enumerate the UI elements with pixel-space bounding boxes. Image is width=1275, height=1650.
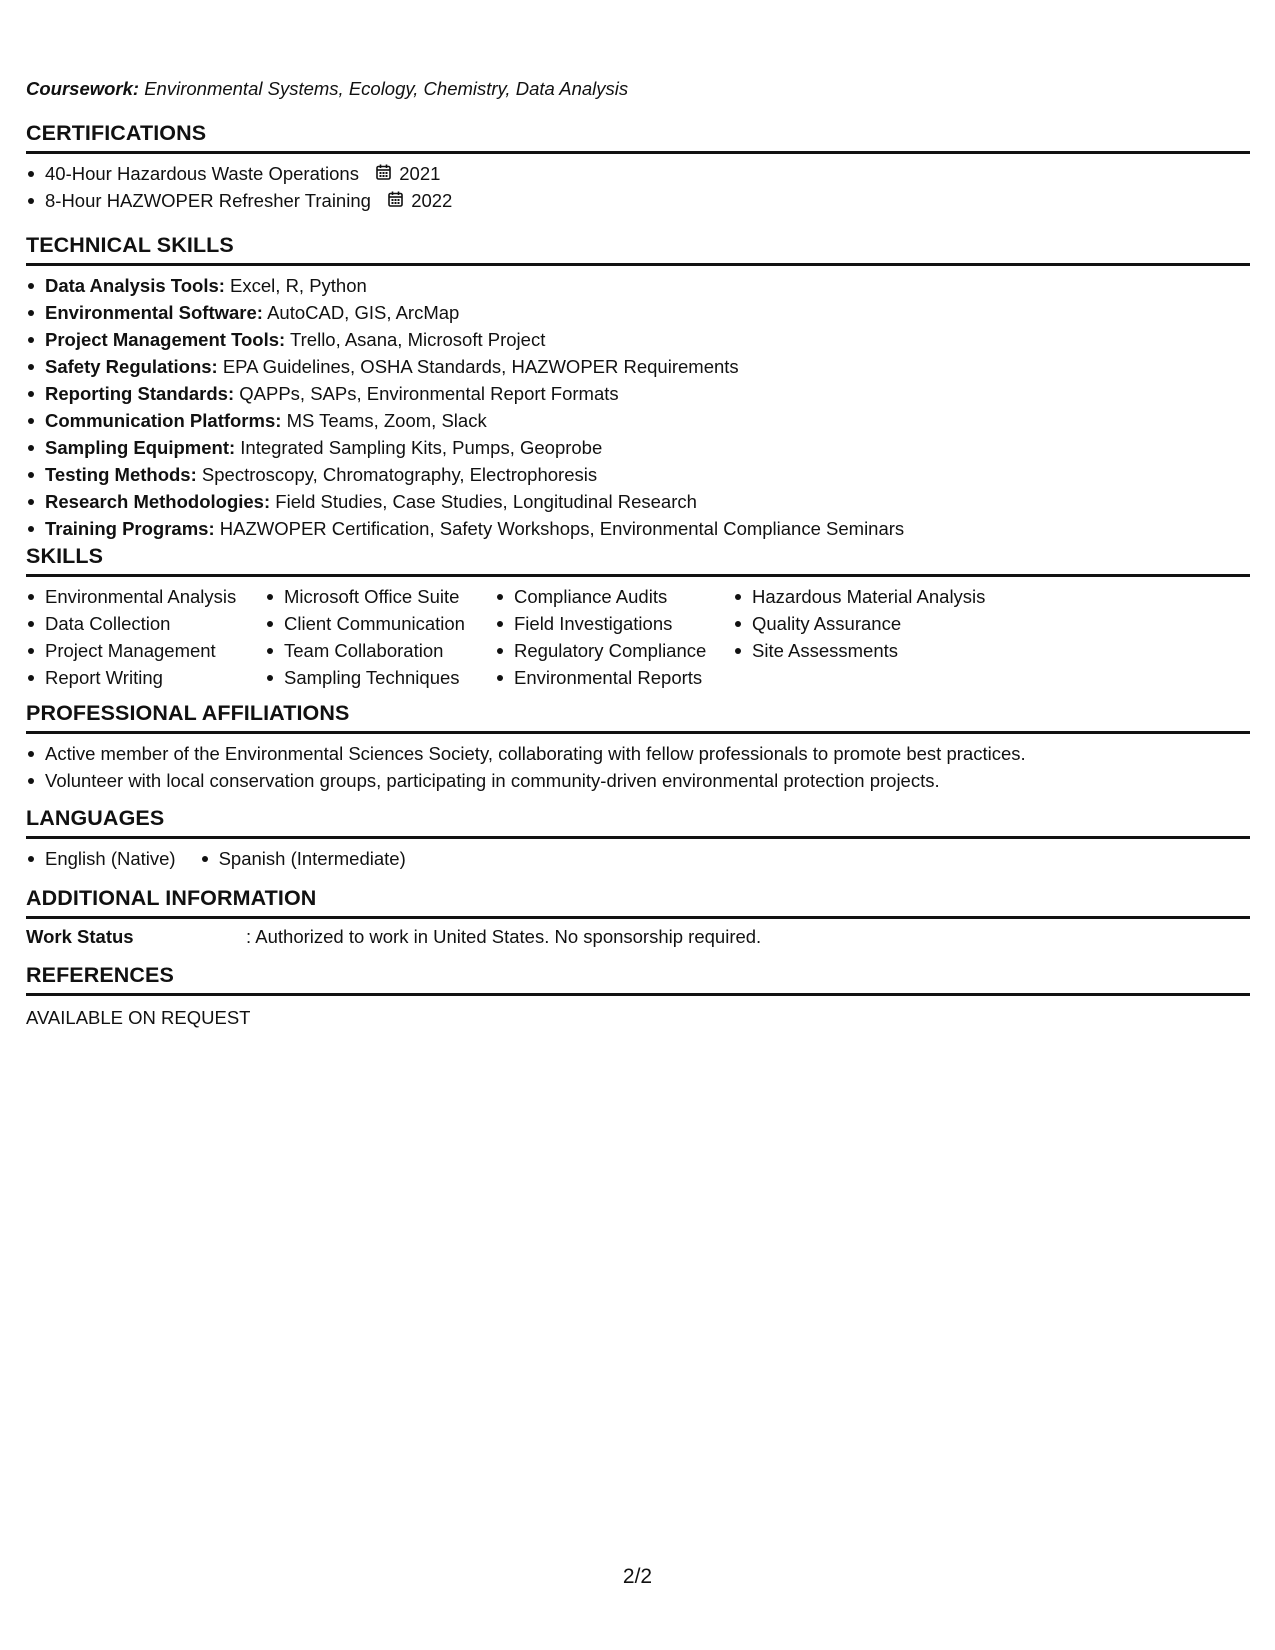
calendar-icon bbox=[376, 160, 391, 187]
references-heading: REFERENCES bbox=[26, 962, 1250, 996]
language-item: English (Native) bbox=[26, 845, 176, 872]
skill-item: Client Communication bbox=[265, 610, 495, 637]
affiliation-item: Active member of the Environmental Sciences Society, collaborating with fellow professionals to promote best practices. bbox=[26, 740, 1250, 767]
additional-info-heading: ADDITIONAL INFORMATION bbox=[26, 885, 1250, 919]
language-item: Spanish (Intermediate) bbox=[200, 845, 406, 872]
skill-item: Sampling Techniques bbox=[265, 664, 495, 691]
certification-year: 2021 bbox=[399, 163, 441, 184]
skill-label: Communication Platforms: bbox=[45, 410, 282, 431]
skill-label: Data Analysis Tools: bbox=[45, 275, 225, 296]
references-section bbox=[26, 962, 1250, 1031]
skill-item: Hazardous Material Analysis bbox=[733, 583, 1033, 610]
skills-grid bbox=[26, 583, 1250, 691]
skill-item: Team Collaboration bbox=[265, 637, 495, 664]
skill-item: Regulatory Compliance bbox=[495, 637, 733, 664]
skills-column bbox=[495, 583, 733, 691]
skill-item: Site Assessments bbox=[733, 637, 1033, 664]
work-status-value: : Authorized to work in United States. No sponsorship required. bbox=[246, 926, 762, 947]
skill-item: Project Management bbox=[26, 637, 265, 664]
technical-skill-item bbox=[26, 326, 1250, 353]
skill-value: Trello, Asana, Microsoft Project bbox=[290, 329, 546, 350]
technical-skill-item bbox=[26, 299, 1250, 326]
certifications-list bbox=[26, 160, 1250, 214]
coursework-line bbox=[26, 78, 628, 100]
skill-value: Field Studies, Case Studies, Longitudinal Research bbox=[275, 491, 697, 512]
calendar-icon bbox=[388, 187, 403, 214]
technical-skills-heading: TECHNICAL SKILLS bbox=[26, 232, 1250, 266]
skill-value: Spectroscopy, Chromatography, Electrophoresis bbox=[201, 464, 598, 485]
certifications-heading: CERTIFICATIONS bbox=[26, 120, 1250, 154]
skill-value: AutoCAD, GIS, ArcMap bbox=[267, 302, 460, 323]
certifications-section bbox=[26, 120, 1250, 214]
languages-list bbox=[26, 845, 1250, 872]
skill-value: QAPPs, SAPs, Environmental Report Formats bbox=[239, 383, 619, 404]
skill-value: EPA Guidelines, OSHA Standards, HAZWOPER Requirements bbox=[222, 356, 739, 377]
skill-label: Sampling Equipment: bbox=[45, 437, 236, 458]
skill-item: Environmental Reports bbox=[495, 664, 733, 691]
skill-item: Microsoft Office Suite bbox=[265, 583, 495, 610]
skill-label: Environmental Software: bbox=[45, 302, 263, 323]
technical-skill-item bbox=[26, 407, 1250, 434]
technical-skills-list bbox=[26, 272, 1250, 542]
affiliations-list bbox=[26, 740, 1250, 794]
technical-skill-item bbox=[26, 434, 1250, 461]
skill-label: Testing Methods: bbox=[45, 464, 197, 485]
technical-skills-section bbox=[26, 232, 1250, 542]
certification-item bbox=[26, 160, 1250, 187]
coursework-value: Environmental Systems, Ecology, Chemistry, Data Analysis bbox=[144, 78, 629, 99]
skills-column bbox=[26, 583, 265, 691]
skill-label: Safety Regulations: bbox=[45, 356, 218, 377]
skills-column bbox=[733, 583, 1033, 691]
technical-skill-item bbox=[26, 353, 1250, 380]
certification-name: 40-Hour Hazardous Waste Operations bbox=[45, 163, 359, 184]
skill-item: Environmental Analysis bbox=[26, 583, 265, 610]
technical-skill-item bbox=[26, 488, 1250, 515]
skill-value: MS Teams, Zoom, Slack bbox=[286, 410, 487, 431]
skill-value: Excel, R, Python bbox=[230, 275, 367, 296]
skill-label: Training Programs: bbox=[45, 518, 215, 539]
skills-column bbox=[265, 583, 495, 691]
skills-section bbox=[26, 543, 1250, 691]
skill-label: Research Methodologies: bbox=[45, 491, 271, 512]
work-status-row bbox=[26, 923, 1250, 950]
technical-skill-item bbox=[26, 380, 1250, 407]
skill-label: Reporting Standards: bbox=[45, 383, 235, 404]
technical-skill-item bbox=[26, 272, 1250, 299]
skill-item: Quality Assurance bbox=[733, 610, 1033, 637]
additional-info-section bbox=[26, 885, 1250, 950]
certification-item bbox=[26, 187, 1250, 214]
certification-year: 2022 bbox=[411, 190, 453, 211]
affiliations-heading: PROFESSIONAL AFFILIATIONS bbox=[26, 700, 1250, 734]
languages-section bbox=[26, 805, 1250, 872]
skills-heading: SKILLS bbox=[26, 543, 1250, 577]
coursework-label: Coursework: bbox=[26, 78, 140, 99]
work-status-label: Work Status bbox=[26, 926, 134, 947]
affiliations-section bbox=[26, 700, 1250, 794]
languages-heading: LANGUAGES bbox=[26, 805, 1250, 839]
skill-value: Integrated Sampling Kits, Pumps, Geoprobe bbox=[240, 437, 603, 458]
technical-skill-item bbox=[26, 515, 1250, 542]
certification-name: 8-Hour HAZWOPER Refresher Training bbox=[45, 190, 371, 211]
skill-item: Report Writing bbox=[26, 664, 265, 691]
technical-skill-item bbox=[26, 461, 1250, 488]
skill-label: Project Management Tools: bbox=[45, 329, 286, 350]
affiliation-item: Volunteer with local conservation groups, participating in community-driven environmental protection projects. bbox=[26, 767, 1250, 794]
skill-value: HAZWOPER Certification, Safety Workshops, Environmental Compliance Seminars bbox=[219, 518, 905, 539]
skill-item: Field Investigations bbox=[495, 610, 733, 637]
skill-item: Compliance Audits bbox=[495, 583, 733, 610]
skill-item: Data Collection bbox=[26, 610, 265, 637]
page-number: 2/2 bbox=[622, 1565, 653, 1588]
references-text: AVAILABLE ON REQUEST bbox=[26, 1007, 251, 1028]
